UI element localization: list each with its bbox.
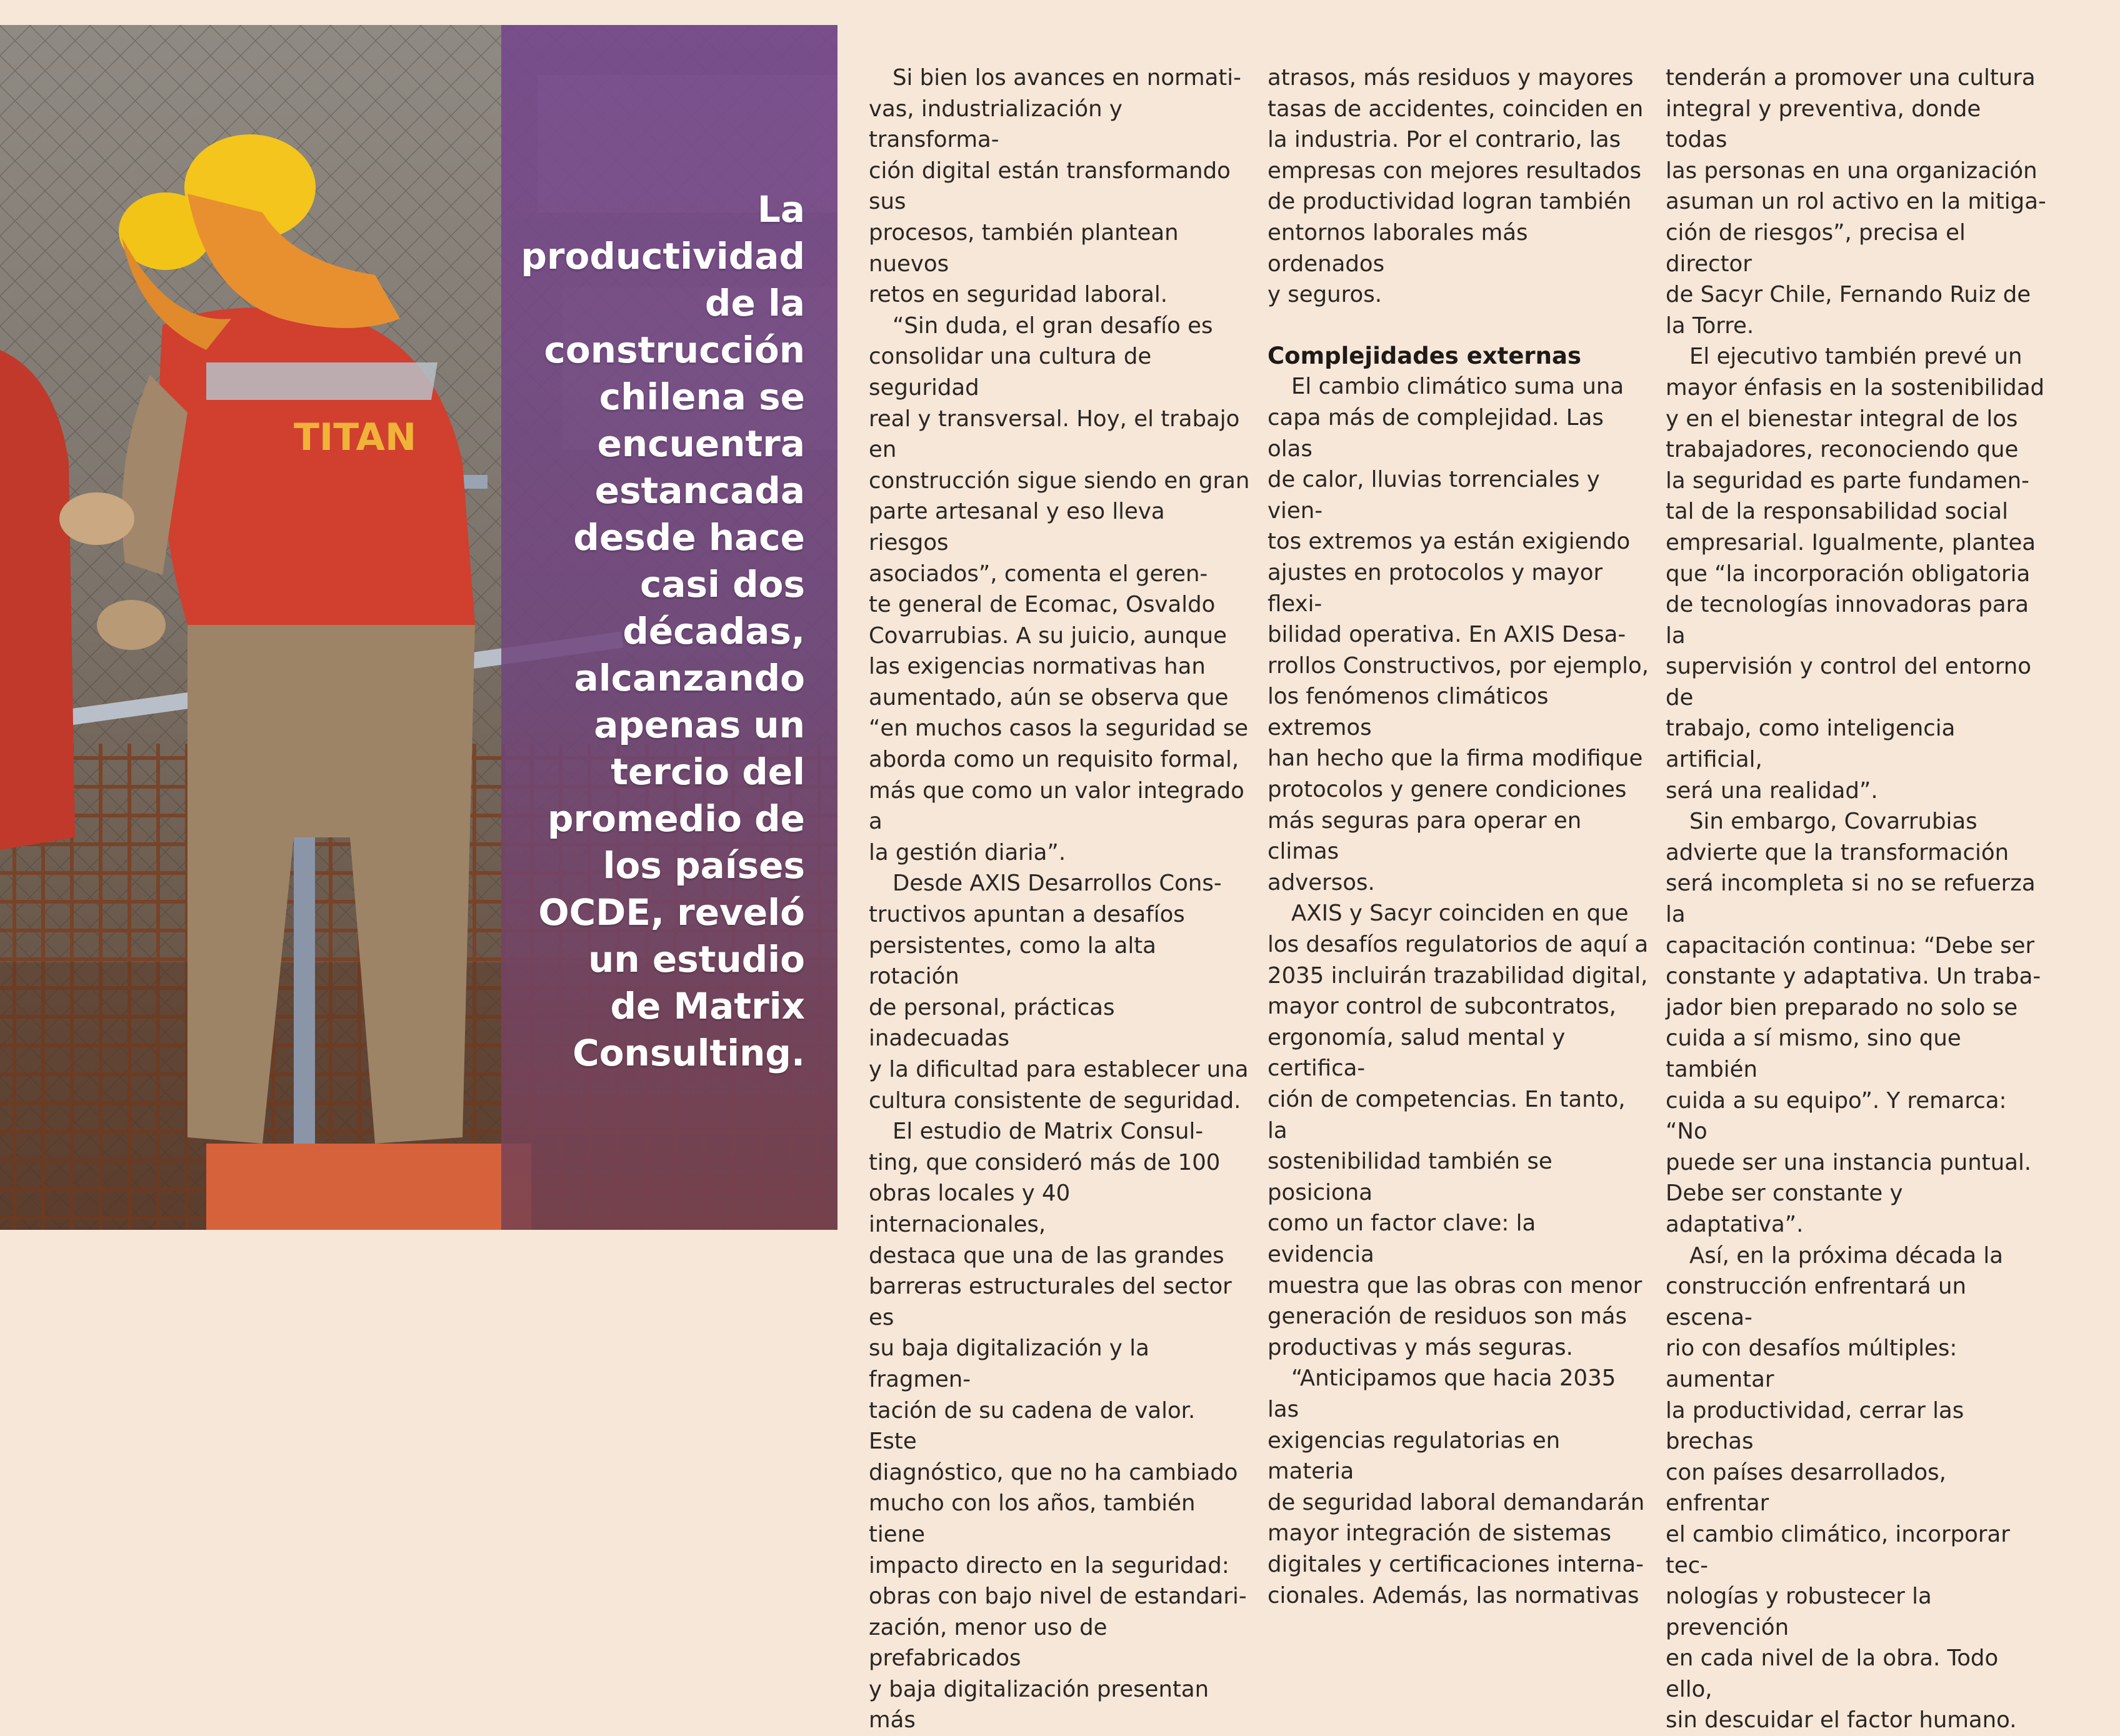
paragraph: “Anticipamos que hacia 2035 las exigencias regulatorias en materia de seguridad laboral demandarán mayor integración de sistemas digitales y certificaciones interna- cionales. Además, las normativas [1268, 1365, 1645, 1609]
article-column-2 [1268, 62, 1649, 1611]
paragraph: AXIS y Sacyr coinciden en que los desafíos regulatorios de aquí a 2035 incluirán trazabilidad digital, mayor control de subcontratos, ergonomía, salud mental y certifica- ción de competencias. En tanto, la sostenibilidad también se posiciona como un factor clave: la evidencia muestra que las obras con menor generación de residuos son más productivas y más seguras. [1268, 900, 1649, 1360]
paragraph: El cambio climático suma una capa más de complejidad. Las olas de calor, lluvias torrenciales y vien- tos extremos ya están exigiendo ajustes en protocolos y mayor flexi- bilidad operativa. En AXIS Desa- rrollos Constructivos, por ejemplo, los fenómenos climáticos extremos han hecho que la firma modifique protocolos y genere condiciones más seguras para operar en climas adversos. [1268, 374, 1649, 895]
paragraph: tenderán a promover una cultura integral y preventiva, donde todas las personas en una organización asuman un rol activo en la mitiga- ción de riesgos”, precisa el director de Sacyr Chile, Fernando Ruiz de la Torre. [1666, 65, 2046, 339]
section-spacer [1268, 311, 1649, 341]
paragraph: Sin embargo, Covarrubias advierte que la transformación será incompleta si no se refuerza la capacitación continua: “Debe ser constante y adaptativa. Un traba- jador bien preparado no solo se cuida a sí mismo, sino que también cuida a su equipo”. Y remarca: “No puede ser una instancia puntual. Debe ser constante y adaptativa”. [1666, 809, 2041, 1237]
article-column-3 [1666, 62, 2047, 1736]
paragraph: atrasos, más residuos y mayores tasas de accidentes, coinciden en la industria. Por el contrario, las empresas con mejores resultados de productividad logran también entornos laborales más ordenados y seguros. [1268, 65, 1644, 308]
paragraph: Desde AXIS Desarrollos Cons- tructivos apuntan a desafíos persistentes, como la alta rotación de personal, prácticas inadecuadas y la dificultad para establecer una cultura consistente de seguridad. [869, 870, 1249, 1114]
paragraph: El estudio de Matrix Consul- ting, que consideró más de 100 obras locales y 40 internacionales, destaca que una de las grandes barreras estructurales del sector es su baja digitalización y la fragmen- tación de su cadena de valor. Este diagnóstico, que no ha cambiado mucho con los años, también tiene impacto directo en la seguridad: obras con bajo nivel de estandari- zación, menor uso de prefabricados y baja digitalización presentan más [869, 1119, 1247, 1734]
paragraph: Si bien los avances en normati- vas, industrialización y transforma- ción digital están transformando sus procesos, también plantean nuevos retos en seguridad laboral. [869, 65, 1241, 308]
construction-photo [0, 25, 838, 1230]
photo-vest-text: TITAN [294, 416, 417, 459]
article-column-1 [869, 62, 1250, 1736]
paragraph: “Sin duda, el gran desafío es consolidar una cultura de seguridad real y transversal. Hoy, el trabajo en construcción sigue siendo en gran parte artesanal y eso lleva riesgos asociados”, comenta el geren- te general de Ecomac, Osvaldo Covarrubias. A su juicio, aunque las exigencias normativas han aumentado, aún se observa que “en muchos casos la seguridad se aborda como un requisito formal, más que como un valor integrado a la gestión diaria”. [869, 312, 1250, 866]
paragraph: El ejecutivo también prevé un mayor énfasis en la sostenibilidad y en el bienestar integral de los trabajadores, reconociendo que la seguridad es parte fundamen- tal de la responsabilidad social empresarial. Igualmente, plantea que “la incorporación obligatoria de tecnologías innovadoras para la supervisión y control del entorno de trabajo, como inteligencia artificial, será una realidad”. [1666, 344, 2044, 804]
section-heading: Complejidades externas [1268, 342, 1582, 369]
paragraph: Así, en la próxima década la construcción enfrentará un escena- rio con desafíos múltiples: aumentar la productividad, cerrar las brechas con países desarrollados, enfrentar el cambio climático, incorporar tec- nologías y robustecer la prevención en cada nivel de la obra. Todo ello, sin descuidar el factor humano. [1666, 1242, 2017, 1734]
pull-quote: La productividad de la construcción chilena se encuentra estancada desde hace casi dos décadas, alcanzando apenas un tercio del promedio de los países OCDE, reveló un estudio de Matrix Consulting. [521, 188, 805, 1074]
